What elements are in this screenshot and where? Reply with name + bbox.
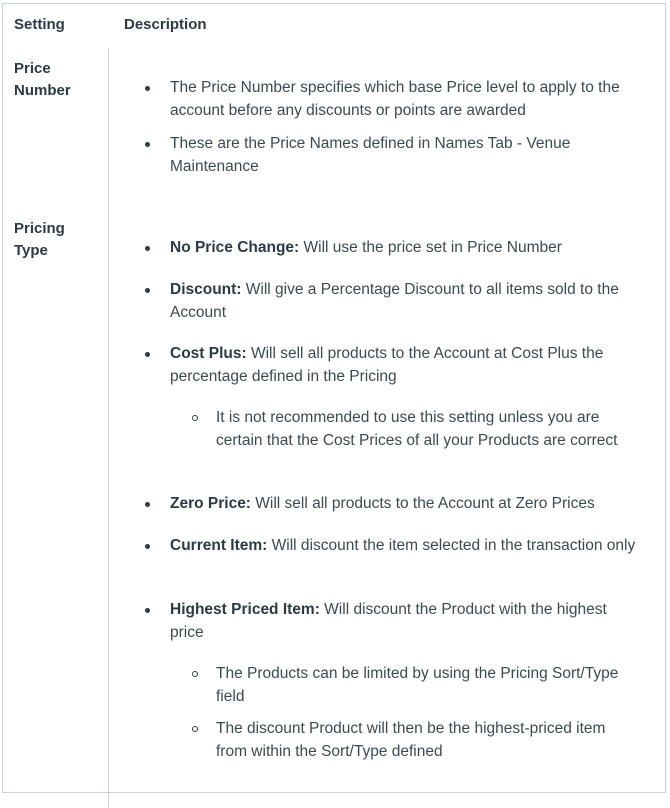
bullet-icon [145,288,150,293]
setting-label-line: Pricing [14,220,65,237]
sub-item-text: The Products can be limited by using the Pricing Sort/Type field [216,665,619,705]
item-text: Will sell all products to the Account at Cost Plus the percentage defined in the Pricing [170,345,604,385]
sub-item-text: It is not recommended to use this setting unless you are certain that the Cost Prices of all your Products are correct [216,409,618,449]
item-text: Will give a Percentage Discount to all items sold to the Account [170,281,619,321]
list-item [170,133,640,178]
list-item-current-item [170,535,640,558]
list-item-zero-price [170,493,640,516]
item-term: Highest Priced Item: [170,601,320,618]
sub-list-item [216,407,636,452]
item-text: The Price Number specifies which base Price level to apply to the account before any discounts or points are awarded [170,79,620,119]
item-term: Cost Plus: [170,345,247,362]
bullet-icon [145,86,150,91]
setting-label-line: Number [14,82,71,99]
circle-bullet-icon [192,671,198,677]
bullet-icon [145,246,150,251]
item-term: Zero Price: [170,495,251,512]
setting-label-line: Type [14,242,48,259]
item-text: These are the Price Names defined in Names Tab - Venue Maintenance [170,135,571,175]
setting-pricing-type [14,218,94,262]
circle-bullet-icon [192,726,198,732]
item-term: Current Item: [170,537,268,554]
item-text: Will discount the item selected in the transaction only [267,537,636,554]
bullet-icon [145,502,150,507]
bullet-icon [145,608,150,613]
column-divider [108,48,109,808]
list-item-discount [170,279,640,324]
item-term: No Price Change: [170,239,300,256]
header-description: Description [124,16,207,33]
item-text: Will use the price set in Price Number [299,239,562,256]
list-item [170,77,640,122]
sub-list-item [216,718,636,763]
setting-price-number [14,58,94,102]
bullet-icon [145,142,150,147]
list-item-no-price-change [170,237,640,260]
header-setting: Setting [14,16,65,33]
circle-bullet-icon [192,415,198,421]
item-text: Will sell all products to the Account at Zero Prices [250,495,595,512]
sub-item-text: The discount Product will then be the highest-priced item from within the Sort/Type defined [216,720,606,760]
bullet-icon [145,544,150,549]
list-item-cost-plus [170,343,640,388]
sub-list-item [216,663,636,708]
item-term: Discount: [170,281,242,298]
list-item-highest-priced [170,599,640,644]
bullet-icon [145,352,150,357]
setting-label-line: Price [14,60,51,77]
item-text: Will discount the Product with the highest price [170,601,607,641]
